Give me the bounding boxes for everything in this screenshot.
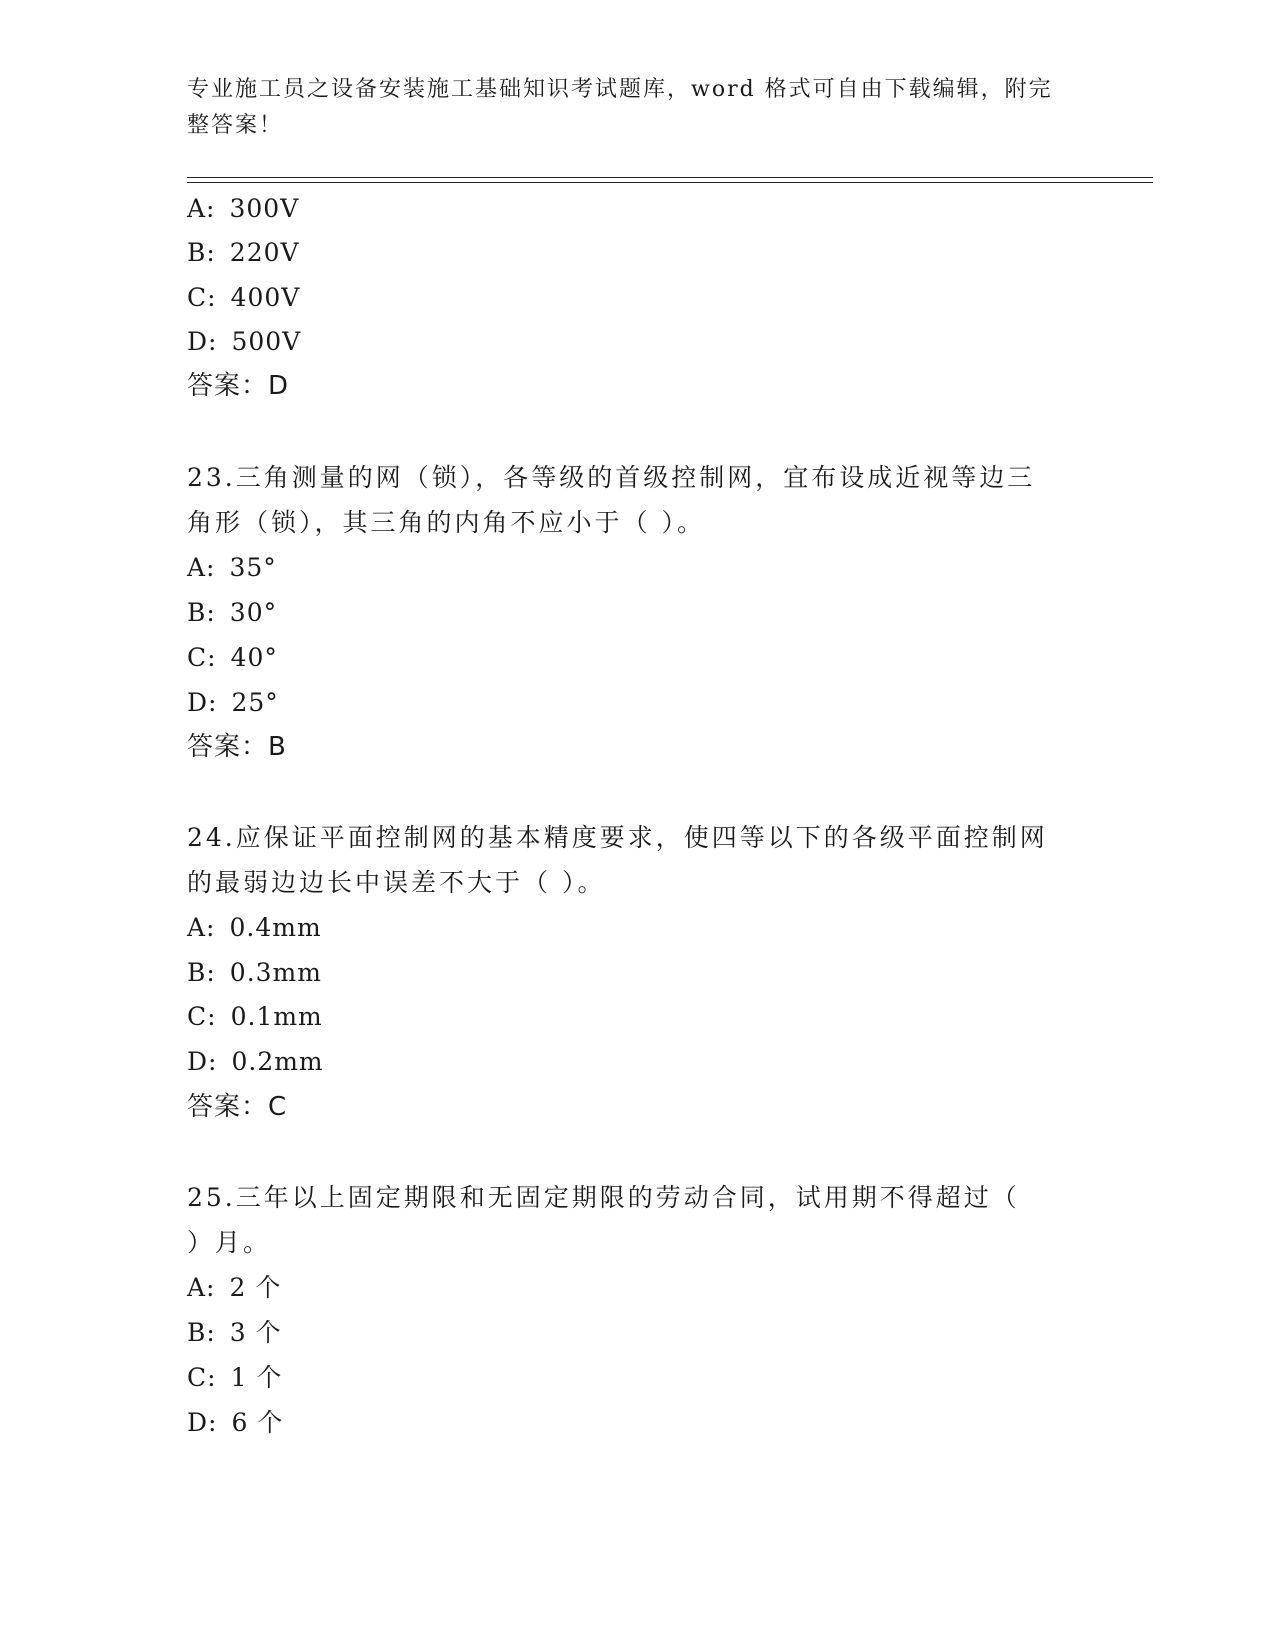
header-rule-top xyxy=(187,177,1153,178)
option-text: 220V xyxy=(229,238,300,267)
q22-answer: 答案：D xyxy=(187,371,290,401)
option-label: A: xyxy=(187,913,216,942)
q24-text-line-1: 24.应保证平面控制网的基本精度要求，使四等以下的各级平面控制网 xyxy=(187,823,1048,852)
option-label: B: xyxy=(187,598,216,627)
document-header xyxy=(187,72,1067,144)
option-label: A: xyxy=(187,553,216,582)
option-label: A: xyxy=(187,194,216,223)
option-label: B: xyxy=(187,238,216,267)
option-text: 40° xyxy=(230,643,278,672)
q23-option-d xyxy=(187,688,279,718)
option-label: D: xyxy=(187,688,218,717)
option-label: A: xyxy=(187,1273,216,1302)
option-text: 1 个 xyxy=(230,1363,283,1392)
option-label: D: xyxy=(187,1408,218,1437)
q24-option-c xyxy=(187,1002,323,1032)
q23-option-a xyxy=(187,553,277,583)
header-line-2: 整答案！ xyxy=(187,113,284,138)
option-text: 6 个 xyxy=(231,1408,284,1437)
option-text: 0.2mm xyxy=(231,1047,324,1076)
option-text: 2 个 xyxy=(229,1273,282,1302)
option-text: 30° xyxy=(229,598,278,627)
option-label: C: xyxy=(187,643,217,672)
q24-answer: 答案：C xyxy=(187,1092,288,1122)
q23-answer: 答案：B xyxy=(187,732,287,762)
header-line-1: 专业施工员之设备安装施工基础知识考试题库，word 格式可自由下载编辑，附完 xyxy=(187,77,1053,102)
q24-option-b xyxy=(187,958,322,988)
option-label: D: xyxy=(187,327,218,356)
q23-option-c xyxy=(187,643,278,673)
option-label: C: xyxy=(187,283,217,312)
q24-option-a xyxy=(187,913,322,943)
option-label: C: xyxy=(187,1002,217,1031)
option-label: B: xyxy=(187,958,216,987)
q25-option-c xyxy=(187,1363,282,1393)
option-text: 0.1mm xyxy=(230,1002,323,1031)
q23-text-line-2: 角形（锁），其三角的内角不应小于（ ）。 xyxy=(187,508,705,537)
q22-option-d xyxy=(187,327,301,357)
q22-option-a xyxy=(187,194,299,224)
option-label: D: xyxy=(187,1047,218,1076)
option-text: 400V xyxy=(230,283,301,312)
q23-text-line-1: 23.三角测量的网（锁），各等级的首级控制网，宜布设成近视等边三 xyxy=(187,463,1036,492)
q25-option-a xyxy=(187,1273,281,1303)
q25-text-line-2: ）月。 xyxy=(187,1228,272,1257)
option-label: C: xyxy=(187,1363,217,1392)
q25-text-line-1: 25.三年以上固定期限和无固定期限的劳动合同，试用期不得超过（ xyxy=(187,1183,1020,1212)
q22-option-c xyxy=(187,283,300,313)
q24-option-d xyxy=(187,1047,324,1077)
q25-option-d xyxy=(187,1408,283,1438)
q23-option-b xyxy=(187,598,277,628)
option-text: 300V xyxy=(229,194,300,223)
option-text: 3 个 xyxy=(229,1318,282,1347)
q22-option-b xyxy=(187,238,300,268)
q24-text-line-2: 的最弱边边长中误差不大于（ ）。 xyxy=(187,868,606,897)
option-text: 35° xyxy=(229,553,277,582)
q25-option-b xyxy=(187,1318,282,1348)
option-text: 500V xyxy=(231,327,302,356)
option-text: 25° xyxy=(231,688,279,717)
header-rule-bottom xyxy=(187,182,1153,183)
option-text: 0.3mm xyxy=(229,958,322,987)
option-label: B: xyxy=(187,1318,216,1347)
option-text: 0.4mm xyxy=(229,913,322,942)
